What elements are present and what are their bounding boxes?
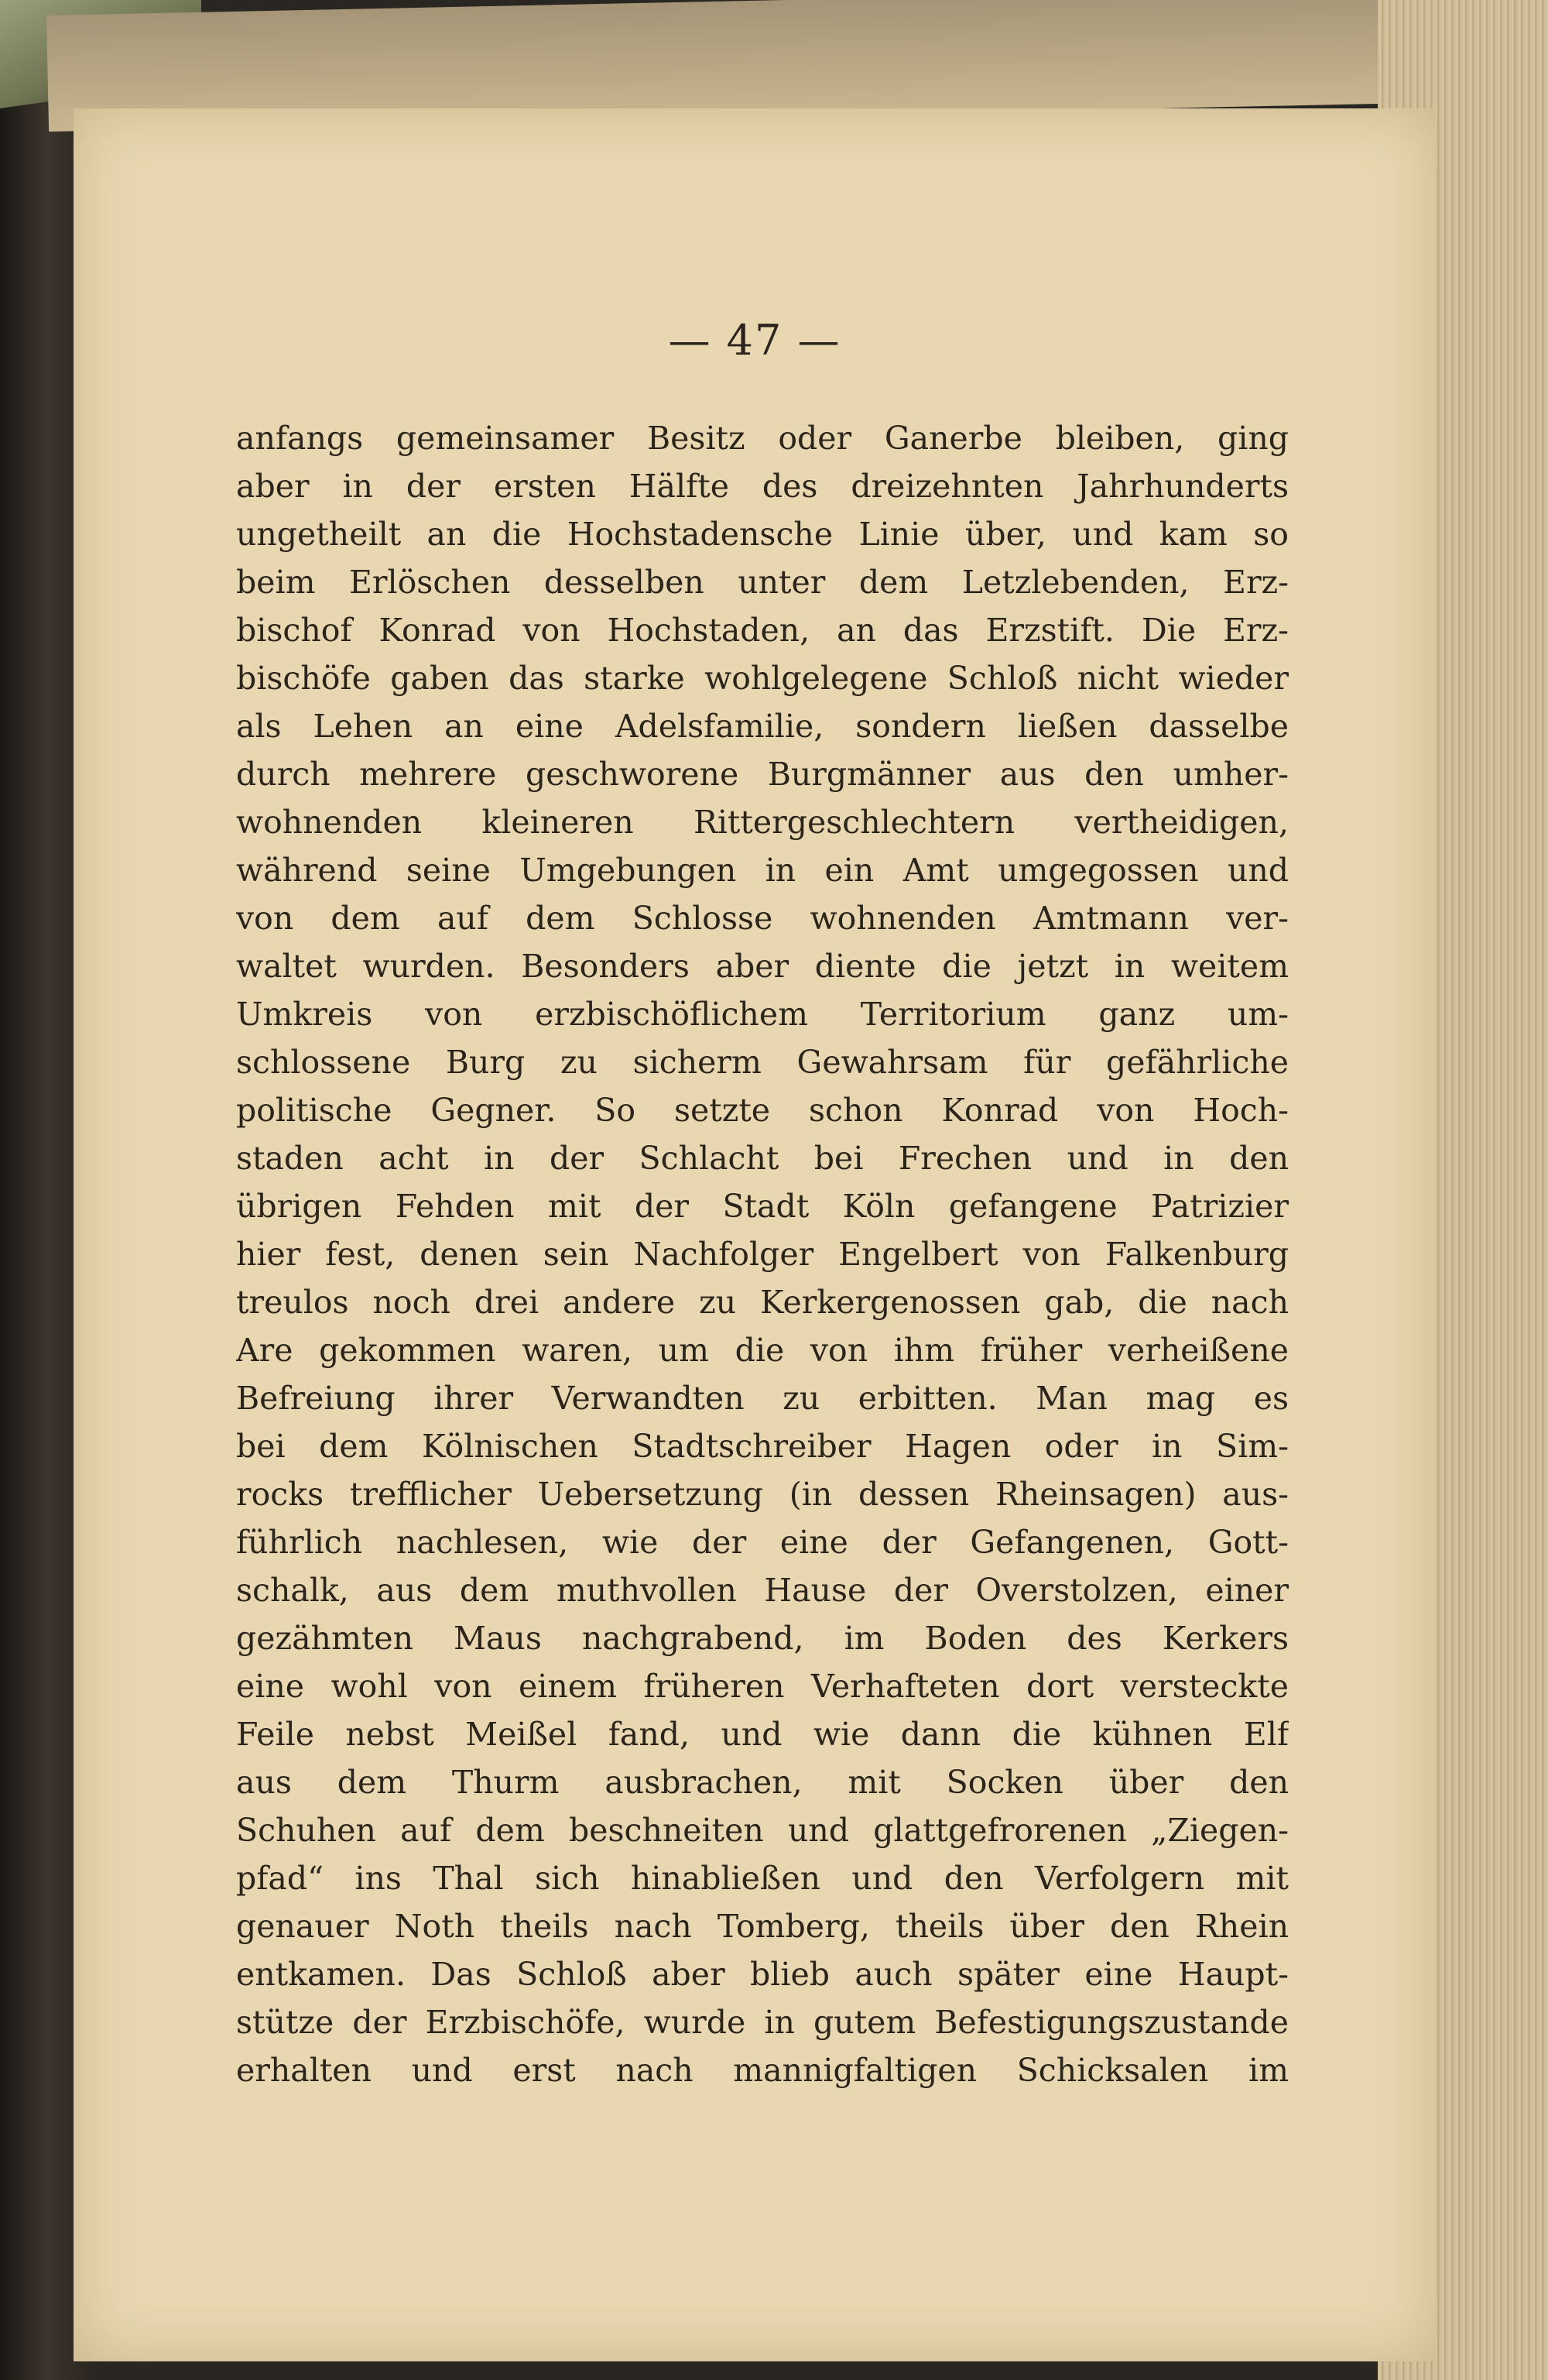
text-line: schalk, aus dem muthvollen Hause der Overstolzen, einer (236, 1572, 1289, 1609)
text-line: durch mehrere geschworene Burgmänner aus den umher- (236, 756, 1289, 793)
text-line: Schuhen auf dem beschneiten und glattgefrorenen „Ziegen- (236, 1812, 1289, 1849)
text-line: politische Gegner. So setzte schon Konrad von Hoch- (236, 1092, 1289, 1129)
text-line: bischöfe gaben das starke wohlgelegene Schloß nicht wieder (236, 660, 1289, 697)
text-line: bei dem Kölnischen Stadtschreiber Hagen oder in Sim- (236, 1428, 1289, 1465)
text-line: treulos noch drei andere zu Kerkergenossen gab, die nach (236, 1284, 1289, 1321)
text-line: staden acht in der Schlacht bei Frechen und in den (236, 1140, 1289, 1177)
text-line: waltet wurden. Besonders aber diente die jetzt in weitem (236, 948, 1289, 985)
text-line: beim Erlöschen desselben unter dem Letzlebenden, Erz- (236, 564, 1289, 601)
text-line: aber in der ersten Hälfte des dreizehnten Jahrhunderts (236, 468, 1289, 505)
text-line: gezähmten Maus nachgrabend, im Boden des Kerkers (236, 1620, 1289, 1657)
page-number: — 47 — (668, 316, 841, 365)
text-line: führlich nachlesen, wie der eine der Gefangenen, Gott- (236, 1524, 1289, 1561)
text-line: Are gekommen waren, um die von ihm früher verheißene (236, 1332, 1289, 1369)
text-line: stütze der Erzbischöfe, wurde in gutem Befestigungszustande (236, 2004, 1289, 2041)
text-line: pfad“ ins Thal sich hinabließen und den Verfolgern mit (236, 1860, 1289, 1897)
text-line: genauer Noth theils nach Tomberg, theils über den Rhein (236, 1908, 1289, 1945)
text-line: aus dem Thurm ausbrachen, mit Socken über den (236, 1764, 1289, 1801)
text-line: ungetheilt an die Hochstadensche Linie über, und kam so (236, 516, 1289, 553)
text-line: schlossene Burg zu sicherm Gewahrsam für gefährliche (236, 1044, 1289, 1081)
text-line: anfangs gemeinsamer Besitz oder Ganerbe bleiben, ging (236, 420, 1289, 457)
text-line: bischof Konrad von Hochstaden, an das Erzstift. Die Erz- (236, 612, 1289, 649)
text-line: wohnenden kleineren Rittergeschlechtern vertheidigen, (236, 804, 1289, 841)
text-line: Umkreis von erzbischöflichem Territorium ganz um- (236, 996, 1289, 1033)
page-body-text (236, 414, 1289, 2094)
text-line: während seine Umgebungen in ein Amt umgegossen und (236, 852, 1289, 889)
text-line: Feile nebst Meißel fand, und wie dann die kühnen Elf (236, 1716, 1289, 1753)
text-line: Befreiung ihrer Verwandten zu erbitten. Man mag es (236, 1380, 1289, 1417)
text-line: hier fest, denen sein Nachfolger Engelbert von Falkenburg (236, 1236, 1289, 1273)
text-line: übrigen Fehden mit der Stadt Köln gefangene Patrizier (236, 1188, 1289, 1225)
text-line: eine wohl von einem früheren Verhafteten dort versteckte (236, 1668, 1289, 1705)
text-line: erhalten und erst nach mannigfaltigen Schicksalen im (236, 2052, 1289, 2089)
text-line: rocks trefflicher Uebersetzung (in dessen Rheinsagen) aus- (236, 1476, 1289, 1513)
book-page (74, 108, 1436, 2361)
text-line: von dem auf dem Schlosse wohnenden Amtmann ver- (236, 900, 1289, 937)
text-line: als Lehen an eine Adelsfamilie, sondern ließen dasselbe (236, 708, 1289, 745)
text-line: entkamen. Das Schloß aber blieb auch später eine Haupt- (236, 1956, 1289, 1993)
